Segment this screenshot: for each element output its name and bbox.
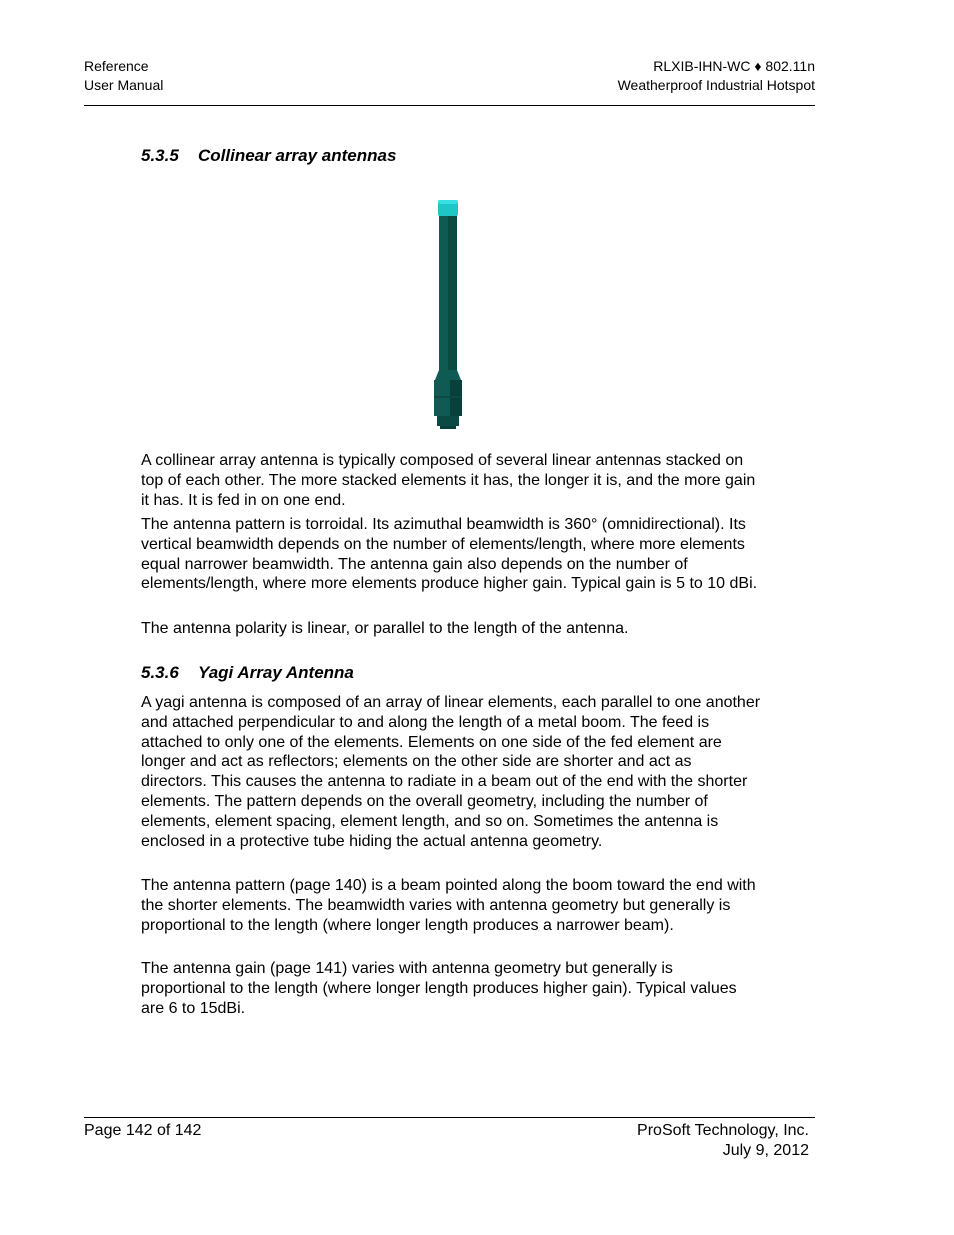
section-title: Yagi Array Antenna [198, 663, 354, 682]
header-left [84, 57, 163, 95]
paragraph: The antenna polarity is linear, or parallel to the length of the antenna. [141, 620, 629, 637]
page-header [84, 57, 815, 106]
page-footer [84, 1117, 815, 1159]
section-title: Collinear array antennas [198, 146, 397, 165]
paragraph: The antenna pattern is torroidal. Its azimuthal beamwidth is 360° (omnidirectional). Its vertical beamwidth depends on the number of elements/length, where more elements equal narrower beamwidth. The antenna gain also depends on the number of elements/length, where more elements produce higher gain. Typical gain is 5 to 10 dBi. [141, 516, 758, 593]
paragraph: A yagi antenna is composed of an array of linear elements, each parallel to one another and attached perpendicular to and along the length of a metal boom. The feed is attached to only one of the elements. Elements on one side of the fed element are longer and act as reflectors; elements on the other side are shorter and act as directors. This causes the antenna to radiate in a beam out of the end with the shorter elements. The pattern depends on the overall geometry, including the number of elements, element spacing, element length, and so on. Sometimes the antenna is enclosed in a protective tube hiding the actual antenna geometry. [141, 694, 761, 850]
header-right [618, 57, 815, 95]
section-number: 5.3.6 [141, 663, 179, 682]
header-product-desc: Weatherproof Industrial Hotspot [617, 77, 815, 93]
section-heading-yagi [141, 663, 354, 683]
company-name: ProSoft Technology, Inc. [637, 1122, 809, 1139]
header-product-name: RLXIB-IHN-WC ♦ 802.11n [653, 58, 815, 74]
section-number: 5.3.5 [141, 146, 179, 165]
paragraph: A collinear array antenna is typically composed of several linear antennas stacked on top of each other. The more stacked elements it has, the longer it is, and the more gain it has. It is fed in on one end. [141, 452, 756, 509]
paragraph: The antenna gain (page 141) varies with antenna geometry but generally is proportional to the length (where longer length produces higher gain). Typical values are 6 to 15dBi. [141, 960, 737, 1017]
header-doc-type: User Manual [84, 77, 164, 93]
paragraph: The antenna pattern (page 140) is a beam pointed along the boom toward the end with the shorter elements. The beamwidth varies with antenna geometry but generally is proportional to the length (where longer length produces a narrower beam). [141, 877, 756, 934]
publish-date: July 9, 2012 [722, 1142, 809, 1159]
header-section-label: Reference [84, 58, 149, 74]
page-number: Page 142 of 142 [84, 1122, 202, 1139]
footer-right [637, 1121, 809, 1161]
section-heading-collinear [141, 146, 396, 166]
collinear-antenna-icon [420, 196, 476, 432]
collinear-antenna-figure [420, 196, 476, 432]
